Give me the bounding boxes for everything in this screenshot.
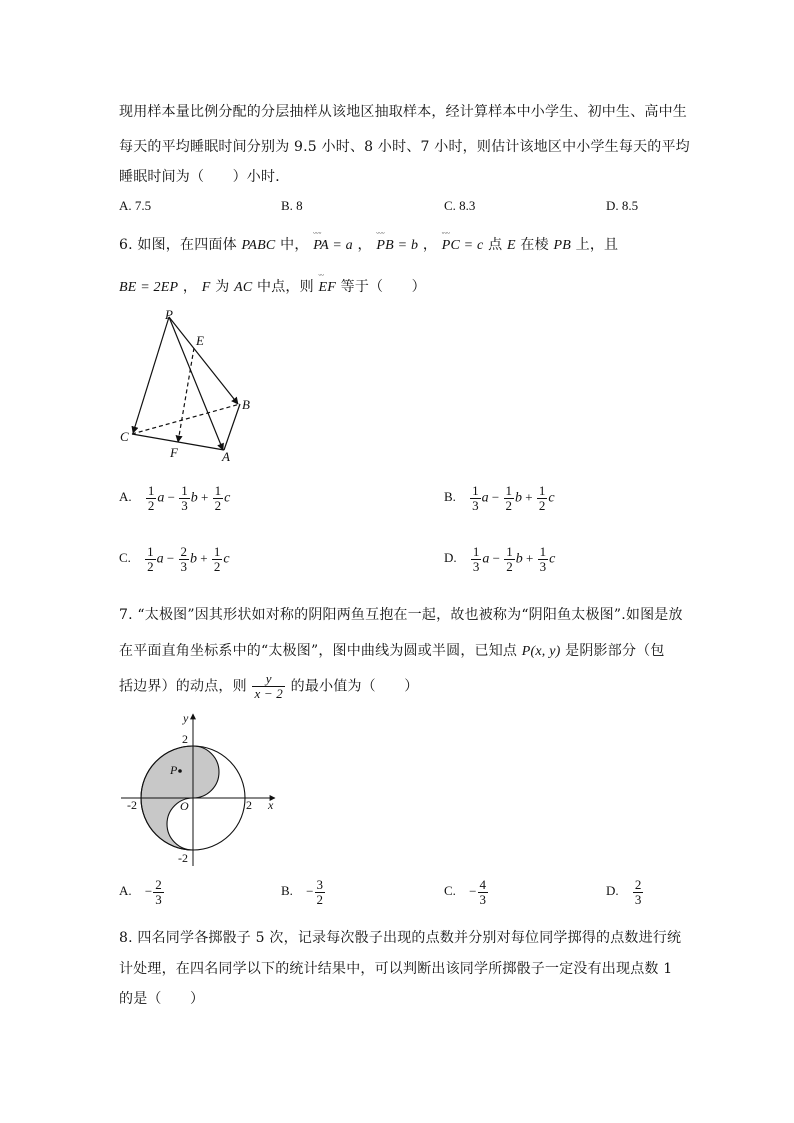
axis-label-x: x (268, 798, 274, 812)
var-c: c (548, 490, 555, 506)
q6-condition: BE = 2EP (119, 280, 179, 295)
sign: + (525, 550, 534, 566)
q6-intro: 6. 如图，在四面体 (119, 237, 237, 253)
sign: + (525, 489, 533, 505)
q6-sep1: ， (357, 237, 372, 253)
frac: $\frac{1}{3}$ (472, 544, 480, 574)
q8-text-line1: 8. 四名同学各掷骰子 5 次，记录每次骰子出现的点数并分别对每位同学掷得的点数进行统 (119, 930, 682, 946)
frac: $\frac{2}{3}$ (180, 544, 188, 574)
var-c: c (224, 490, 231, 506)
frac: $\frac{1}{2}$ (214, 483, 222, 513)
sign: − (469, 883, 477, 899)
var-b: b (515, 490, 523, 506)
edge-ab (224, 404, 240, 450)
frac: $\frac{1}{2}$ (147, 483, 155, 513)
q5-text-line2: 每天的平均睡眠时间分别为 9.5 小时、8 小时、7 小时，则估计该地区中小学生每天的平均 (119, 139, 690, 155)
q5-text-line3: 睡眠时间为（ ）小时． (119, 169, 290, 185)
q6-option-b (444, 484, 555, 513)
var-b: b (190, 551, 198, 567)
q7-line3-start: 括边界）的动点，则 (119, 678, 247, 695)
option-letter: C. (444, 883, 456, 899)
var-a: a (156, 551, 164, 567)
var-a: a (157, 490, 165, 506)
q6-vec-pb: ᵕᵕᵕ PB = b (376, 228, 419, 253)
q6-point-f: F (201, 280, 211, 295)
sign: + (200, 550, 208, 566)
q5-text-line1: 现用样本量比例分配的分层抽样从该地区抽取样本，经计算样本中小学生、初中生、高中生 (119, 104, 687, 120)
option-letter: D. (606, 883, 619, 899)
q6-wei: 为 (215, 279, 230, 295)
taiji-figure (115, 710, 285, 870)
q5-option-a: A. 7.5 (119, 198, 152, 213)
q7-line2-start: 在平面直角坐标系中的“太极图”，图中曲线为圆或半圆，已知点 (119, 643, 518, 659)
label-f: F (170, 445, 178, 460)
option-letter: B. (444, 489, 456, 505)
var-a: a (481, 490, 489, 506)
q6-edge-pb: PB (553, 238, 571, 253)
sign: + (200, 489, 209, 505)
q6-option-d (444, 545, 555, 574)
q6-vec-pa: ᵕᵕᵕ PA = a (313, 228, 353, 253)
q7-option-a (119, 878, 165, 907)
q7-option-c (444, 878, 489, 907)
q6-equals: 等于（ ） (340, 279, 426, 295)
frac: $\frac{1}{2}$ (505, 483, 513, 513)
edge-ca (132, 434, 224, 450)
sign: − (491, 489, 500, 505)
option-letter: C. (119, 550, 131, 566)
frac: $\frac{1}{2}$ (506, 544, 513, 574)
frac: $\frac{1}{2}$ (538, 483, 546, 513)
option-letter: D. (444, 550, 457, 566)
q6-text-line2 (119, 270, 426, 296)
q5-option-c: C. 8.3 (444, 198, 476, 213)
q5-option-d: D. 8.5 (606, 198, 639, 213)
sign: − (167, 489, 175, 505)
q7-text-line2 (119, 640, 665, 660)
frac: $\frac{1}{2}$ (213, 544, 221, 574)
tetrahedron-figure (110, 305, 270, 465)
q7-line3-end: 的最小值为（ ） (290, 678, 419, 695)
q6-comma: ， (182, 279, 198, 295)
frac: $\frac{1}{2}$ (147, 544, 154, 574)
tick-neg2-bottom: -2 (178, 851, 188, 865)
frac: $\frac{1}{3}$ (539, 544, 547, 574)
q7-text-line3 (119, 672, 418, 701)
q6-midpoint: 中点，则 (257, 279, 314, 295)
frac: $\frac{3}{2}$ (316, 877, 324, 907)
sign: − (306, 883, 314, 899)
edge-pc (133, 317, 169, 433)
q6-zhong: 中， (280, 237, 309, 253)
edge-pb (169, 317, 238, 404)
tick-2-top: 2 (182, 732, 188, 746)
q6-text-line1 (119, 228, 619, 254)
axis-label-y: y (183, 711, 189, 725)
q7-fraction: $\frac{y}{x - 2}$ (254, 671, 284, 701)
edge-cb (132, 404, 240, 434)
point-p-dot (178, 769, 182, 773)
label-p: P (165, 307, 173, 322)
option-letter: A. (119, 883, 132, 899)
var-c: c (223, 551, 230, 567)
sign: − (166, 550, 175, 566)
frac: $\frac{2}{3}$ (155, 877, 162, 907)
frac: $\frac{2}{3}$ (634, 877, 642, 907)
sign: − (492, 550, 500, 566)
frac: $\frac{1}{3}$ (181, 483, 188, 513)
q6-option-a (119, 484, 230, 513)
frac: $\frac{1}{3}$ (472, 483, 479, 513)
q7-text-line1: 7. “太极图”因其形状如对称的阴阳两鱼互抱在一起，故也被称为“阴阳鱼太极图”.如图是放 (119, 607, 683, 623)
label-c: C (120, 429, 129, 444)
q6-tetra-name: PABC (241, 238, 276, 253)
label-a: A (222, 449, 230, 464)
q6-on-edge: 在棱 (520, 237, 549, 253)
var-b: b (190, 490, 198, 506)
q7-option-b (281, 878, 326, 907)
q6-edge-ac: AC (234, 280, 253, 295)
q6-sep2: ， (422, 237, 438, 253)
q7-line2-end: 是阴影部分（包 (565, 643, 665, 659)
option-letter: A. (119, 489, 132, 505)
q7-option-d (606, 878, 644, 907)
q6-option-c (119, 545, 230, 574)
q5-option-b: B. 8 (281, 198, 303, 213)
q8-text-line2: 计处理，在四名同学以下的统计结果中，可以判断出该同学所掷骰子一定没有出现点数 1 (119, 961, 673, 977)
q6-vec-ef: ᵕᵕ EF (318, 270, 336, 295)
frac: $\frac{4}{3}$ (479, 877, 487, 907)
point-p-label: P (170, 763, 178, 777)
tick-neg2-left: -2 (127, 798, 137, 812)
q7-point-p: P(x, y) (521, 644, 561, 659)
edge-ef (178, 348, 194, 442)
var-a: a (482, 551, 490, 567)
q6-vec-pc: ᵕᵕᵕ PC = c (441, 228, 484, 253)
q6-point-e: E (506, 238, 516, 253)
var-c: c (549, 551, 556, 567)
option-letter: B. (281, 883, 293, 899)
tick-2-right: 2 (246, 798, 252, 812)
q8-text-line3: 的是（ ） (119, 991, 205, 1007)
q6-then: 上，且 (575, 237, 619, 253)
label-b: B (242, 397, 250, 412)
origin-label: O (180, 799, 189, 813)
label-e: E (196, 333, 204, 348)
sign: − (144, 883, 153, 899)
q6-dian: 点 (488, 237, 503, 253)
var-b: b (515, 551, 523, 567)
